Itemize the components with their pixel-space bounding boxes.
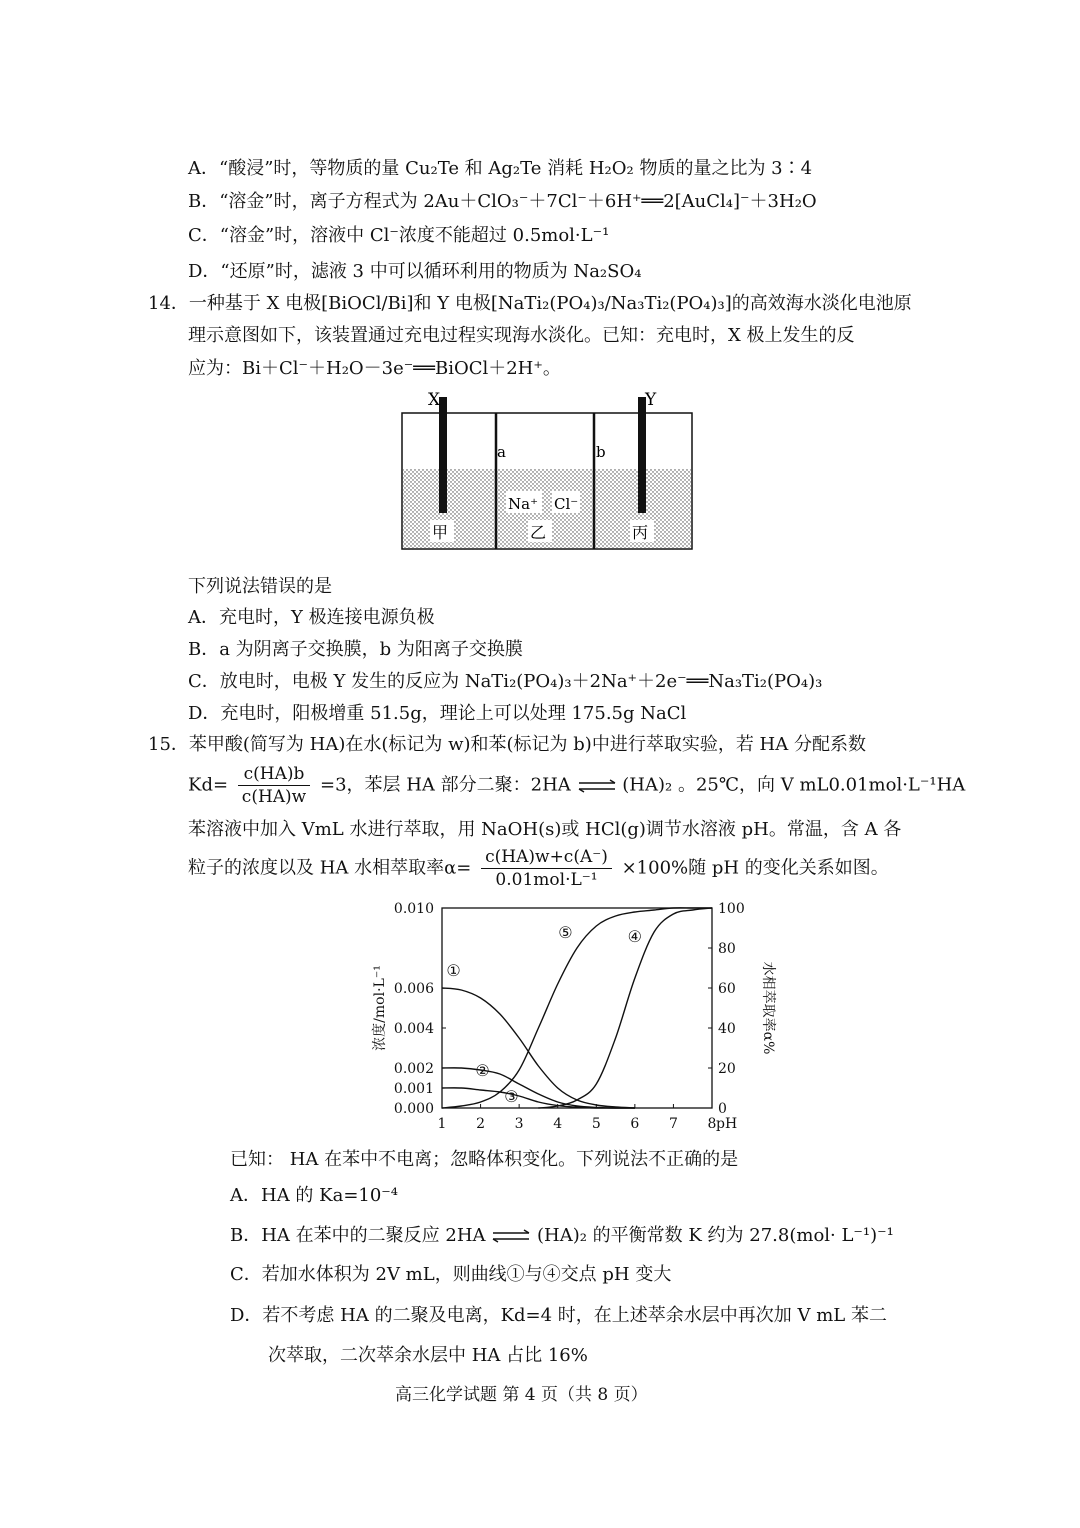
q13-option-b: B．“溶金”时，离子方程式为 2Au＋ClO₃⁻＋7Cl⁻＋6H⁺══2[AuCl₄]⁻＋3H₂O [188, 191, 817, 212]
x-tick-label: 2 [476, 1116, 486, 1132]
series-label-2: ② [475, 1061, 490, 1080]
y2-tick-label: 40 [718, 1021, 736, 1037]
page-footer: 高三化学试题 第 4 页（共 8 页） [395, 1385, 648, 1405]
series-line-1 [442, 988, 635, 1108]
q15-stem-line-2 [188, 763, 965, 808]
q15-stem-line-1: 15．苯甲酸(简写为 HA)在水(标记为 w)和苯(标记为 b)中进行萃取实验，若 HA 分配系数 [148, 734, 866, 755]
chloride-ion-label: Cl⁻ [554, 495, 579, 513]
series-label-3: ③ [504, 1087, 519, 1106]
q15-given: 已知： HA 在苯中不电离；忽略体积变化。下列说法不正确的是 [230, 1149, 739, 1170]
x-tick-label: 6 [630, 1116, 640, 1132]
membrane-b-label: b [596, 443, 606, 461]
q14-stem-line-2: 理示意图如下，该装置通过充电过程实现海水淡化。已知：充电时，X 极上发生的反 [188, 325, 855, 346]
alpha-numerator: c(HA)w+c(A⁻) [481, 846, 612, 869]
electrode-y [638, 397, 646, 513]
desalination-cell-diagram [390, 385, 700, 555]
y2-tick-label: 80 [718, 941, 736, 957]
x-tick-label: 8 [707, 1116, 717, 1132]
kd-label: Kd= [188, 774, 229, 796]
q15-option-b-a: B．HA 在苯中的二聚反应 2HA [230, 1225, 486, 1246]
y-tick-label: 0.004 [393, 1021, 434, 1037]
y2-axis-label: 水相萃取率α% [760, 961, 776, 1055]
alpha-fraction [481, 846, 612, 891]
q15-stem-line-2-a: =3，苯层 HA 部分二聚：2HA [319, 774, 571, 796]
chamber-jia-label: 甲 [432, 523, 449, 542]
q14-option-c: C．放电时，电极 Y 发生的反应为 NaTi₂(PO₄)₃＋2Na⁺＋2e⁻══Na₃Ti₂(PO₄)₃ [188, 671, 823, 692]
x-tick-label: 5 [591, 1116, 601, 1132]
chamber-yi-label: 乙 [530, 523, 547, 542]
q15-option-d-line-1: D．若不考虑 HA 的二聚及电离，Kd=4 时，在上述萃余水层中再次加 V mL 苯二 [230, 1305, 887, 1326]
series-label-4: ④ [627, 927, 643, 946]
q15-option-b [230, 1221, 894, 1247]
x-tick-label: 3 [514, 1116, 524, 1132]
q15-option-b-b: (HA)₂ 的平衡常数 K 约为 27.8(mol· L⁻¹)⁻¹ [536, 1225, 894, 1246]
q14-option-a: A．充电时，Y 极连接电源负极 [188, 607, 435, 628]
electrode-x [439, 397, 447, 513]
kd-numerator: c(HA)b [238, 763, 310, 786]
q14-stem-line-3: 应为：Bi＋Cl⁻＋H₂O－3e⁻══BiOCl＋2H⁺。 [188, 358, 561, 379]
y2-tick-label: 0 [718, 1101, 727, 1117]
x-tick-label: 1 [437, 1116, 447, 1132]
x-axis-label: pH [716, 1116, 738, 1132]
sodium-ion-label: Na⁺ [508, 495, 538, 513]
q15-option-d-line-2: 次萃取，二次萃余水层中 HA 占比 16% [268, 1345, 588, 1366]
q15-stem-line-4-a: 粒子的浓度以及 HA 水相萃取率α= [188, 857, 472, 879]
y-tick-label: 0.000 [393, 1101, 434, 1117]
alpha-denominator: 0.01mol·L⁻¹ [495, 870, 598, 890]
chamber-bing-label: 丙 [632, 523, 649, 542]
y2-tick-label: 20 [718, 1061, 736, 1077]
q14-stem-line-1: 14．一种基于 X 电极[BiOCl/Bi]和 Y 电极[NaTi₂(PO₄)₃/Na₃Ti₂(PO₄)₃]的高效海水淡化电池原 [148, 293, 912, 314]
q13-option-c: C．“溶金”时，溶液中 Cl⁻浓度不能超过 0.5mol·L⁻¹ [188, 225, 610, 246]
y-tick-label: 0.002 [393, 1061, 434, 1077]
q14-option-d: D．充电时，阳极增重 51.5g，理论上可以处理 175.5g NaCl [188, 703, 687, 724]
q14-ask: 下列说法错误的是 [188, 576, 332, 597]
reversible-arrow-icon [577, 779, 617, 793]
y-tick-label: 0.010 [393, 901, 434, 917]
q15-stem-line-4-b: ×100%随 pH 的变化关系如图。 [621, 857, 889, 879]
q15-option-a: A．HA 的 Ka=10⁻⁴ [230, 1185, 399, 1206]
q15-stem-line-2-b: (HA)₂ 。25℃，向 V mL0.01mol·L⁻¹HA [622, 774, 966, 796]
q15-stem-line-3: 苯溶液中加入 VmL 水进行萃取，用 NaOH(s)或 HCl(g)调节水溶液 pH。常温，含 A 各 [188, 819, 902, 840]
kd-fraction [238, 763, 310, 808]
q14-option-b: B．a 为阴离子交换膜，b 为阳离子交换膜 [188, 639, 523, 660]
y-tick-label: 0.006 [393, 981, 434, 997]
y2-tick-label: 100 [718, 901, 745, 917]
series-label-1: ① [446, 961, 461, 980]
concentration-ph-chart [360, 900, 780, 1140]
x-tick-label: 4 [553, 1116, 563, 1132]
y2-tick-label: 60 [718, 981, 736, 997]
series-label-5: ⑤ [558, 923, 573, 942]
q15-option-c: C．若加水体积为 2V mL，则曲线①与④交点 pH 变大 [230, 1264, 672, 1285]
y-axis-label: 浓度/mol·L⁻¹ [372, 965, 388, 1051]
q15-stem-line-4 [188, 846, 889, 891]
q13-option-a: A．“酸浸”时，等物质的量 Cu₂Te 和 Ag₂Te 消耗 H₂O₂ 物质的量之比为 3∶4 [188, 158, 813, 179]
membrane-a-label: a [497, 443, 506, 461]
y-tick-label: 0.001 [393, 1081, 434, 1097]
kd-denominator: c(HA)w [241, 787, 307, 807]
electrode-x-label: X [428, 390, 441, 410]
electrode-y-label: Y [645, 390, 657, 410]
reversible-arrow-icon [491, 1229, 531, 1243]
q13-option-d: D．“还原”时，滤液 3 中可以循环利用的物质为 Na₂SO₄ [188, 261, 642, 282]
x-tick-label: 7 [668, 1116, 678, 1132]
